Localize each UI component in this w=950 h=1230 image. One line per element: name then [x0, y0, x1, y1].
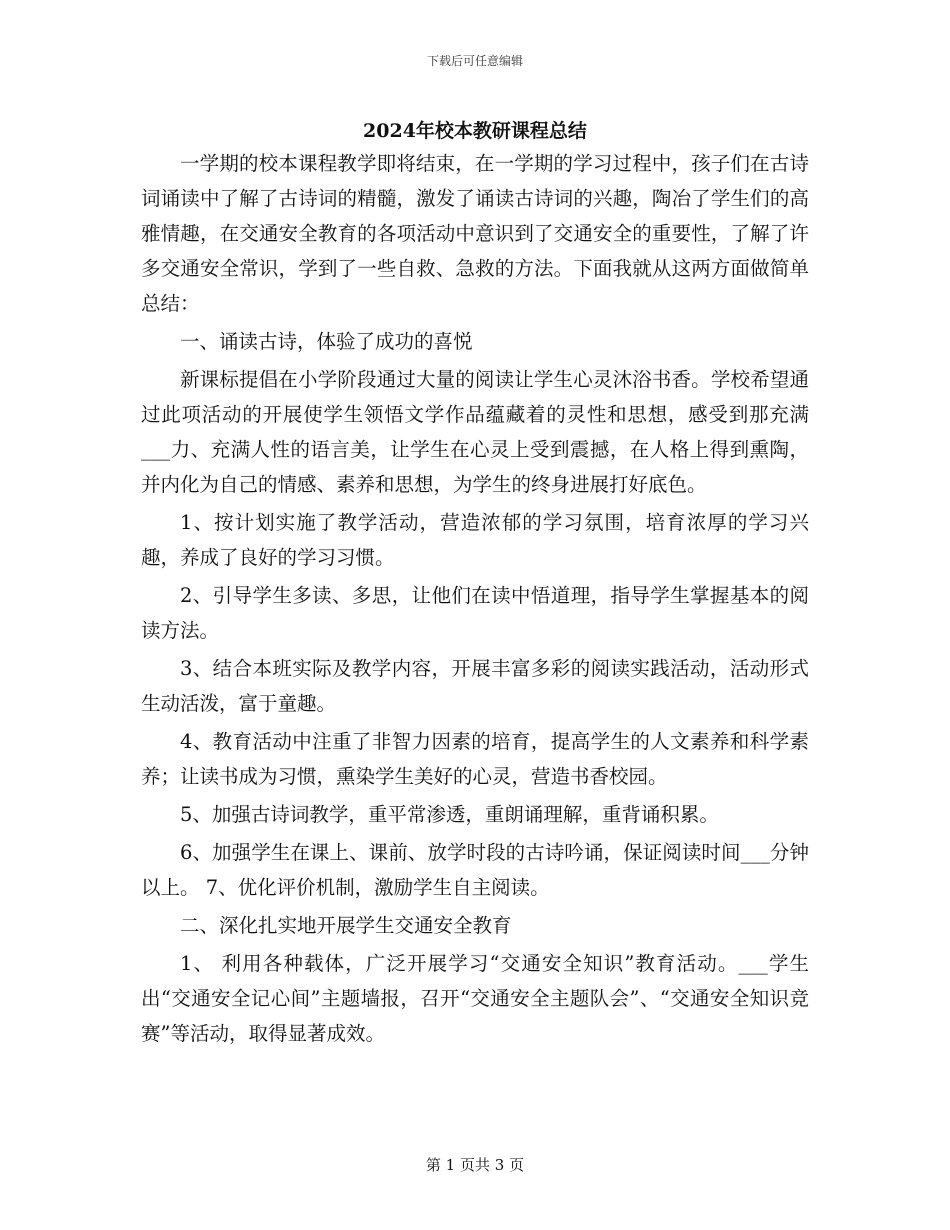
page-header: 下载后可任意编辑: [426, 54, 523, 68]
document-body: [141, 146, 809, 1051]
section-heading-1: 一、诵读古诗，体验了成功的喜悦: [180, 330, 473, 353]
list-item: 1、按计划实施了教学活动，营造浓郁的学习氛围，培育浓厚的学习兴趣，养成了良好的学习习惯。: [141, 511, 809, 569]
list-item: 6、加强学生在课上、课前、放学时段的古诗吟诵，保证阅读时间___分钟以上。 7、优化评价机制，激励学生自主阅读。: [141, 841, 809, 899]
list-item: 2、引导学生多读、多思，让他们在读中悟道理，指导学生掌握基本的阅读方法。: [141, 584, 809, 642]
page-footer: 第 1 页共 3 页: [425, 1156, 525, 1174]
paragraph-intro: 一学期的校本课程教学即将结束，在一学期的学习过程中，孩子们在古诗词诵读中了解了古诗词的精髓，激发了诵读古诗词的兴趣，陶冶了学生们的高雅情趣，在交通安全教育的各项活动中意识到了交通安全的重要性，了解了许多交通安全常识，学到了一些自救、急救的方法。下面我就从这两方面做简单总结：: [141, 152, 809, 315]
list-item: 4、教育活动中注重了非智力因素的培育，提高学生的人文素养和科学素养；让读书成为习惯，熏染学生美好的心灵，营造书香校园。: [141, 730, 809, 788]
list-item: 5、加强古诗词教学，重平常渗透，重朗诵理解，重背诵积累。: [180, 803, 719, 826]
document-title: 2024年校本教研课程总结: [363, 120, 587, 142]
list-item: 3、结合本班实际及教学内容，开展丰富多彩的阅读实践活动，活动形式生动活泼，富于童趣。: [141, 657, 809, 715]
section-heading-2: 二、深化扎实地开展学生交通安全教育: [180, 914, 512, 937]
list-item: 1、 利用各种载体，广泛开展学习“交通安全知识”教育活动。___学生出“交通安全记心间”主题墙报，召开“交通安全主题队会”、“交通安全知识竞赛”等活动，取得显著成效。: [141, 952, 809, 1045]
paragraph: 新课标提倡在小学阶段通过大量的阅读让学生心灵沐浴书香。学校希望通过此项活动的开展使学生领悟文学作品蕴藏着的灵性和思想，感受到那充满___力、充满人性的语言美，让学生在心灵上受到震撼，在人格上得到熏陶，并内化为自己的情感、素养和思想，为学生的终身进展打好底色。: [141, 368, 809, 496]
